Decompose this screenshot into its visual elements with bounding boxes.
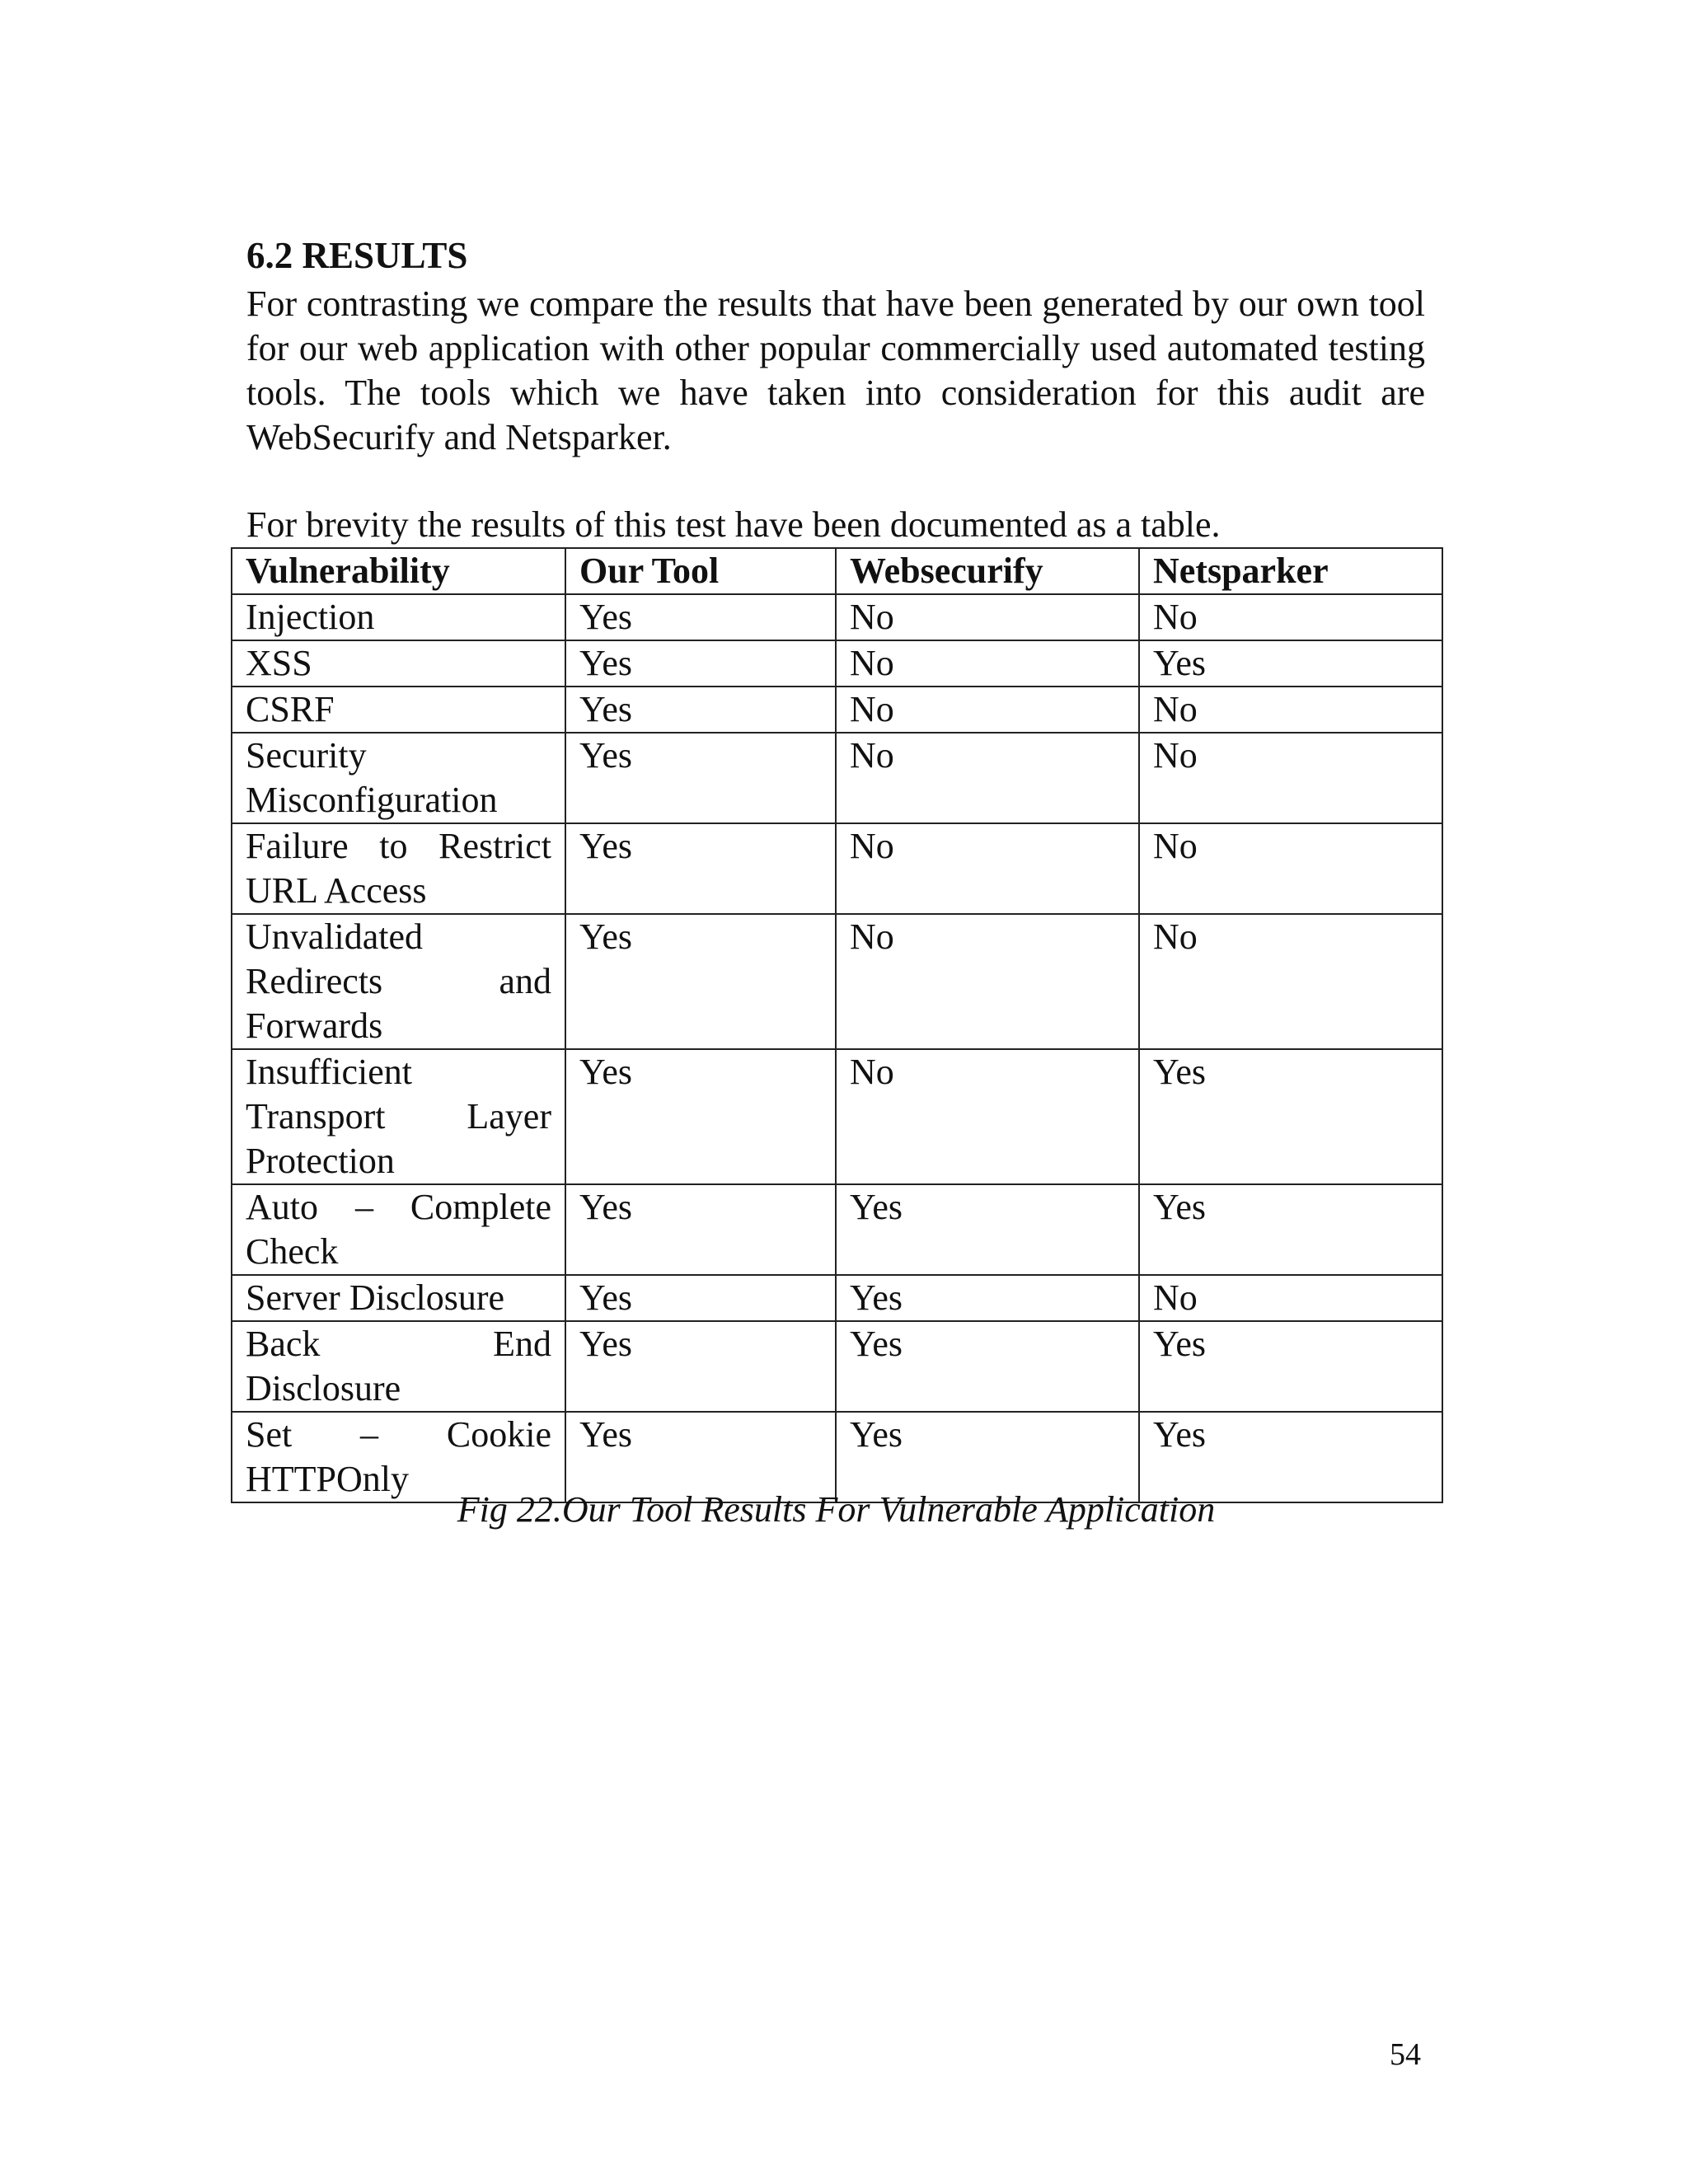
our-tool-cell: Yes [565,823,836,914]
vulnerability-cell: Back End Disclosure [232,1321,565,1412]
header-websecurify: Websecurify [836,548,1139,594]
table-row [232,640,1442,687]
table-row [232,1321,1442,1412]
our-tool-cell: Yes [565,1275,836,1321]
header-netsparker: Netsparker [1139,548,1442,594]
netsparker-cell: Yes [1139,1321,1442,1412]
netsparker-cell: No [1139,914,1442,1049]
figure-caption: Fig 22.Our Tool Results For Vulnerable Application [457,1489,1216,1530]
websecurify-cell: Yes [836,1412,1139,1502]
vulnerability-cell: Insufficient Transport Layer Protection [232,1049,565,1184]
vulnerability-cell: Server Disclosure [232,1275,565,1321]
our-tool-cell: Yes [565,733,836,823]
websecurify-cell: No [836,823,1139,914]
our-tool-cell: Yes [565,1412,836,1502]
netsparker-cell: Yes [1139,1184,1442,1275]
websecurify-cell: No [836,1049,1139,1184]
netsparker-cell: No [1139,594,1442,640]
websecurify-cell: Yes [836,1321,1139,1412]
intro-paragraph: For contrasting we compare the results that have been generated by our own tool for our web application with other popular commercially used automated testing tools. The tools which we have taken into consideration for this audit are WebSecurify and Netsparker. [246,284,1425,457]
our-tool-cell: Yes [565,1184,836,1275]
table-row [232,1275,1442,1321]
our-tool-cell: Yes [565,1049,836,1184]
our-tool-cell: Yes [565,1321,836,1412]
our-tool-cell: Yes [565,640,836,687]
netsparker-cell: No [1139,733,1442,823]
header-our-tool: Our Tool [565,548,836,594]
netsparker-cell: Yes [1139,640,1442,687]
our-tool-cell: Yes [565,687,836,733]
vulnerability-cell: Set – Cookie HTTPOnly [232,1412,565,1502]
vulnerability-cell: XSS [232,640,565,687]
vulnerability-cell: Failure to Restrict URL Access [232,823,565,914]
page-number: 54 [1390,2037,1421,2072]
table-row [232,1049,1442,1184]
websecurify-cell: No [836,687,1139,733]
websecurify-cell: No [836,594,1139,640]
websecurify-cell: Yes [836,1275,1139,1321]
our-tool-cell: Yes [565,594,836,640]
table-row [232,687,1442,733]
vulnerability-cell: Injection [232,594,565,640]
table-intro-paragraph: For brevity the results of this test have been documented as a table. [246,504,1221,545]
table-row [232,1184,1442,1275]
netsparker-cell: Yes [1139,1412,1442,1502]
websecurify-cell: No [836,914,1139,1049]
websecurify-cell: No [836,640,1139,687]
table-row [232,733,1442,823]
websecurify-cell: Yes [836,1184,1139,1275]
table-row [232,823,1442,914]
vulnerability-cell: Unvalidated Redirects and Forwards [232,914,565,1049]
vulnerability-cell: Auto – Complete Check [232,1184,565,1275]
section-heading: 6.2 RESULTS [246,235,468,276]
table-row [232,594,1442,640]
vulnerability-cell: CSRF [232,687,565,733]
netsparker-cell: No [1139,687,1442,733]
vulnerability-cell: Security Misconfiguration [232,733,565,823]
websecurify-cell: No [836,733,1139,823]
our-tool-cell: Yes [565,914,836,1049]
header-vulnerability: Vulnerability [232,548,565,594]
results-table [231,547,1443,1503]
table-header-row [232,548,1442,594]
table-row [232,914,1442,1049]
netsparker-cell: No [1139,823,1442,914]
netsparker-cell: Yes [1139,1049,1442,1184]
netsparker-cell: No [1139,1275,1442,1321]
